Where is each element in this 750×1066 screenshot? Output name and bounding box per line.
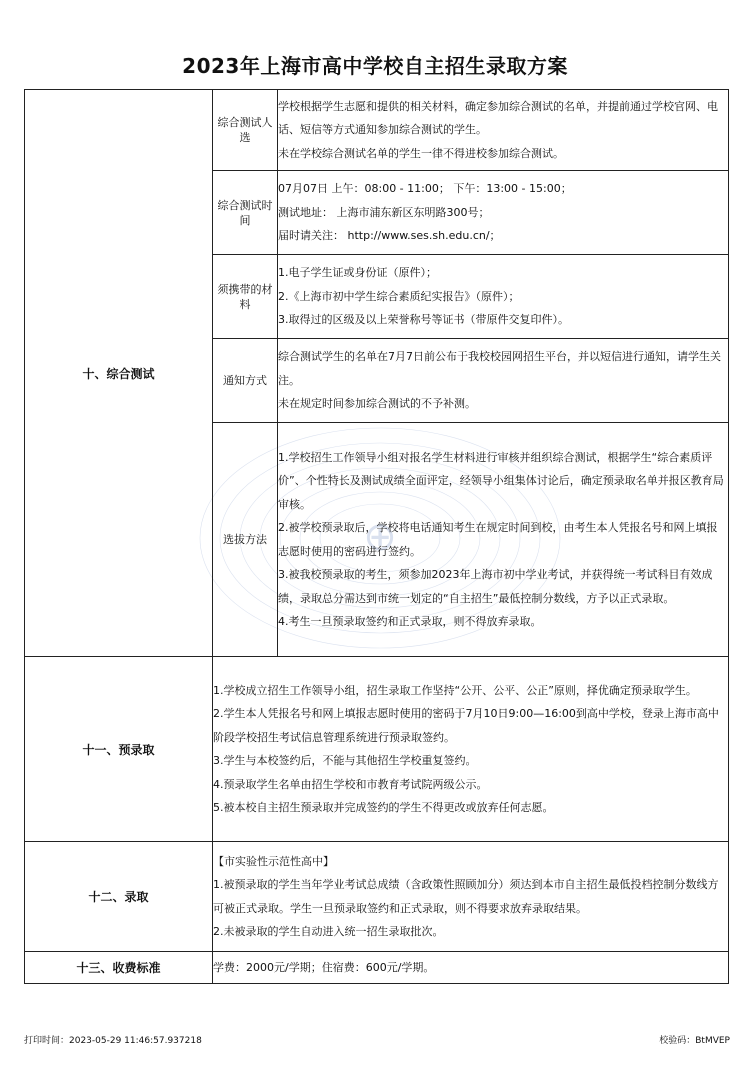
row-label-materials: 须携带的材料 <box>213 255 278 339</box>
text-line: 未在规定时间参加综合测试的不予补测。 <box>278 397 476 411</box>
section-13-content: 学费：2000元/学期；住宿费：600元/学期。 <box>213 952 729 984</box>
page-title: 2023年上海市高中学校自主招生录取方案 <box>182 54 568 78</box>
text-line: 5.被本校自主招生预录取并完成签约的学生不得更改或放弃任何志愿。 <box>213 801 554 814</box>
text-line: 1.电子学生证或身份证（原件）； <box>278 266 437 280</box>
row-content-selection-method <box>278 423 729 657</box>
section-10-label: 十、综合测试 <box>25 90 213 657</box>
text-line: 未在学校综合测试名单的学生一律不得进校参加综合测试。 <box>278 146 564 160</box>
section-12-content <box>213 842 729 952</box>
text-line: 综合测试学生的名单在7月7日前公布于我校校园网招生平台，并以短信进行通知，请学生关注。 <box>278 350 721 387</box>
row-label-notification: 通知方式 <box>213 339 278 423</box>
section-11-label: 十一、预录取 <box>25 657 213 842</box>
text-line: 测试地址： 上海市浦东新区东明路300号； <box>278 205 490 219</box>
text-line: 届时请关注： http://www.ses.sh.edu.cn/； <box>278 229 501 243</box>
row-content-test-time <box>278 171 729 255</box>
row-label-test-candidates: 综合测试人选 <box>213 90 278 171</box>
text-line: 1.学校成立招生工作领导小组，招生录取工作坚持“公开、公平、公正”原则，择优确定预录取学生。 <box>213 683 697 697</box>
text-line: 4.考生一旦预录取签约和正式录取，则不得放弃录取。 <box>278 615 542 628</box>
svg-text:⊕: ⊕ <box>363 514 397 560</box>
section-13-label: 十三、收费标准 <box>25 952 213 984</box>
row-label-selection-method: 选拔方法 <box>213 423 278 657</box>
row-content-materials <box>278 255 729 339</box>
row-label-test-time: 综合测试时间 <box>213 171 278 255</box>
text-line: 1.学校招生工作领导小组对报名学生材料进行审核并组织综合测试，根据学生“综合素质评价”、个性特长及测试成绩全面评定，经领导小组集体讨论后，确定预录取名单并报区教育局审核。 <box>278 450 724 511</box>
text-line: 4.预录取学生名单由招生学校和市教育考试院两级公示。 <box>213 777 488 791</box>
text-line: 2.《上海市初中学生综合素质纪实报告》（原件）； <box>278 289 520 303</box>
text-line: 2.未被录取的学生自动进入统一招生录取批次。 <box>213 925 444 938</box>
text-line: 学校根据学生志愿和提供的相关材料，确定参加综合测试的名单，并提前通过学校官网、电话、短信等方式通知参加综合测试的学生。 <box>278 99 718 137</box>
print-time: 打印时间：2023-05-29 11:46:57.937218 <box>24 1036 202 1046</box>
section-11-content <box>213 657 729 842</box>
text-line: 07月07日 上午：08:00 - 11:00； 下午：13:00 - 15:00； <box>278 182 572 196</box>
text-line: 2.学生本人凭报名号和网上填报志愿时使用的密码于7月10日9:00—16:00到高中学校，登录上海市高中阶段学校招生考试信息管理系统进行预录取签约。 <box>213 707 719 744</box>
text-line: 3.被我校预录取的考生，须参加2023年上海市初中学业考试，并获得统一考试科目有效成绩，录取总分需达到市统一划定的“自主招生”最低控制分数线，方予以正式录取。 <box>278 568 713 605</box>
text-line: 【市实验性示范性高中】 <box>213 854 334 868</box>
text-line: 3.学生与本校签约后，不能与其他招生学校重复签约。 <box>213 754 477 767</box>
row-content-notification <box>278 339 729 423</box>
text-line: 1.被预录取的学生当年学业考试总成绩（含政策性照顾加分）须达到本市自主招生最低投档控制分数线方可被正式录取。学生一旦预录取签约和正式录取，则不得要求放弃录取结果。 <box>213 878 719 915</box>
text-line: 2.被学校预录取后，学校将电话通知考生在规定时间到校，由考生本人凭报名号和网上填报志愿时使用的密码进行签约。 <box>278 521 718 558</box>
row-content-test-candidates <box>278 90 729 171</box>
text-line: 3.取得过的区级及以上荣誉称号等证书（带原件交复印件）。 <box>278 313 569 327</box>
section-12-label: 十二、录取 <box>25 842 213 952</box>
check-code: 校验码：BtMVEP <box>659 1036 730 1046</box>
admission-plan-table <box>24 89 729 984</box>
